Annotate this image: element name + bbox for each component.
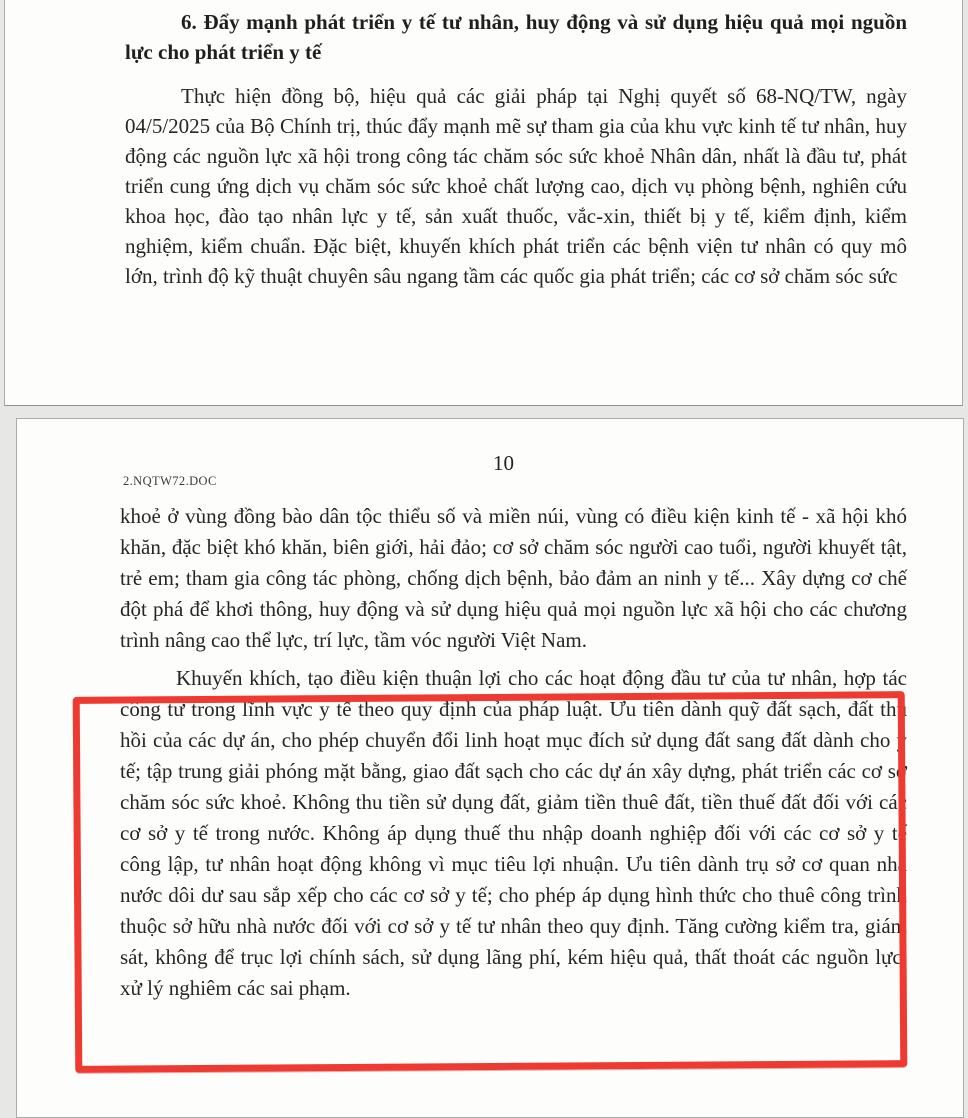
- document-filename: 2.NQTW72.DOC: [123, 474, 217, 488]
- paragraph-highlighted: Khuyến khích, tạo điều kiện thuận lợi cho các hoạt động đầu tư của tư nhân, hợp tác công tư trong lĩnh vực y tế theo quy định của pháp luật. Ưu tiên dành quỹ đất sạch, đất thu hồi của các dự án, cho phép chuyển đổi linh hoạt mục đích sử dụng đất sang đất dành cho y tế; tập trung giải phóng mặt bằng, giao đất sạch cho các dự án xây dựng, phát triển các cơ sở chăm sóc sức khoẻ. Không thu tiền sử dụng đất, giảm tiền thuê đất, tiền thuế đất đối với các cơ sở y tế trong nước. Không áp dụng thuế thu nhập doanh nghiệp đối với các cơ sở y tế công lập, tư nhân hoạt động không vì mục tiêu lợi nhuận. Ưu tiên dành trụ sở cơ quan nhà nước dôi dư sau sắp xếp cho các cơ sở y tế; cho phép áp dụng hình thức cho thuê công trình thuộc sở hữu nhà nước đối với cơ sở y tế tư nhân theo quy định. Tăng cường kiểm tra, giám sát, không để trục lợi chính sách, sử dụng lãng phí, kém hiệu quả, thất thoát các nguồn lực, xử lý nghiêm các sai phạm.: [120, 666, 907, 1000]
- page-top-content: [5, 0, 962, 291]
- page-10-content: [17, 419, 963, 1004]
- page-header: [120, 451, 907, 489]
- page-number: 10: [493, 451, 514, 475]
- document-page-top: [4, 0, 963, 406]
- section-heading: 6. Đẩy mạnh phát triển y tế tư nhân, huy động và sử dụng hiệu quả mọi nguồn lực cho phát triển y tế: [125, 10, 907, 64]
- paragraph-section-6: Thực hiện đồng bộ, hiệu quả các giải pháp tại Nghị quyết số 68-NQ/TW, ngày 04/5/2025 của Bộ Chính trị, thúc đẩy mạnh mẽ sự tham gia của khu vực kinh tế tư nhân, huy động các nguồn lực xã hội trong công tác chăm sóc sức khoẻ Nhân dân, nhất là đầu tư, phát triển cung ứng dịch vụ chăm sóc sức khoẻ chất lượng cao, dịch vụ phòng bệnh, nghiên cứu khoa học, đào tạo nhân lực y tế, sản xuất thuốc, vắc-xin, thiết bị y tế, kiểm định, kiểm nghiệm, kiểm chuẩn. Đặc biệt, khuyến khích phát triển các bệnh viện tư nhân có quy mô lớn, trình độ kỹ thuật chuyên sâu ngang tầm các quốc gia phát triển; các cơ sở chăm sóc sức: [125, 84, 907, 288]
- document-page-10: [16, 418, 964, 1118]
- paragraph-continuation: khoẻ ở vùng đồng bào dân tộc thiểu số và miền núi, vùng có điều kiện kinh tế - xã hội khó khăn, đặc biệt khó khăn, biên giới, hải đảo; cơ sở chăm sóc người cao tuổi, người khuyết tật, trẻ em; tham gia công tác phòng, chống dịch bệnh, bảo đảm an ninh y tế... Xây dựng cơ chế đột phá để khơi thông, huy động và sử dụng hiệu quả mọi nguồn lực xã hội cho các chương trình nâng cao thể lực, trí lực, tầm vóc người Việt Nam.: [120, 504, 907, 652]
